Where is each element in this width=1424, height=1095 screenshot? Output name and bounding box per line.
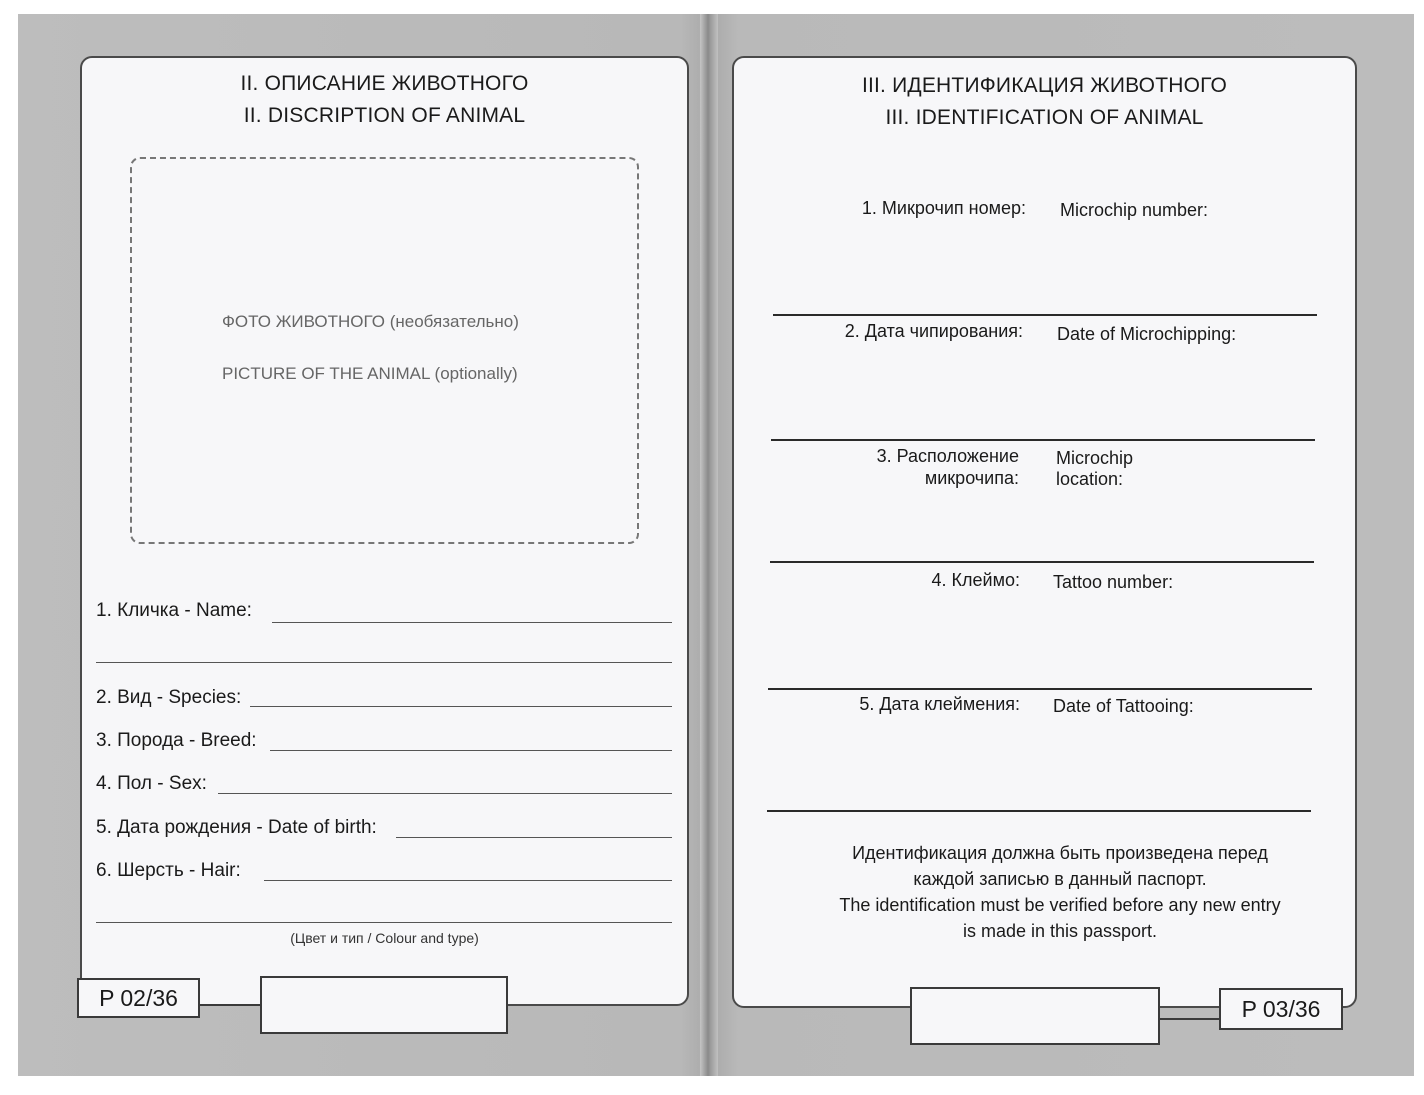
chip-date-label-en: Date of Microchipping: bbox=[1057, 324, 1237, 344]
stamp-box-right[interactable] bbox=[910, 987, 1160, 1045]
page-number-left: P 02/36 bbox=[77, 978, 200, 1018]
photo-caption-ru: ФОТО ЖИВОТНОГО (необязательно) bbox=[222, 312, 519, 331]
section-title-en: II. DISCRIPTION OF ANIMAL bbox=[243, 104, 526, 127]
field-name-label: 1. Кличка - Name: bbox=[96, 600, 252, 621]
section-title-ru: III. ИДЕНТИФИКАЦИЯ ЖИВОТНОГО bbox=[861, 74, 1228, 97]
tattoo-date-line[interactable] bbox=[767, 810, 1311, 812]
chip-date-label-ru: 2. Дата чипирования: bbox=[844, 321, 1023, 341]
chip-location-label-en-1: Microchip bbox=[1056, 448, 1134, 468]
field-hair-label: 6. Шерсть - Hair: bbox=[96, 860, 241, 881]
field-birth-label: 5. Дата рождения - Date of birth: bbox=[96, 817, 377, 838]
identification-note-ru-1: Идентификация должна быть произведена перед bbox=[852, 843, 1268, 863]
field-name-line[interactable] bbox=[272, 622, 672, 623]
field-sex-label: 4. Пол - Sex: bbox=[96, 773, 207, 794]
photo-caption-en: PICTURE OF THE ANIMAL (optionally) bbox=[222, 364, 518, 383]
microchip-number-label-ru: 1. Микрочип номер: bbox=[861, 198, 1026, 218]
field-species-line[interactable] bbox=[250, 706, 672, 707]
field-birth-line[interactable] bbox=[396, 837, 672, 838]
tattoo-number-line[interactable] bbox=[768, 688, 1312, 690]
chip-location-line[interactable] bbox=[770, 561, 1314, 563]
field-hair-line[interactable] bbox=[264, 880, 672, 881]
identification-note-en-2: is made in this passport. bbox=[962, 921, 1158, 941]
field-species-label: 2. Вид - Species: bbox=[96, 687, 242, 708]
tattoo-number-label-ru: 4. Клеймо: bbox=[931, 570, 1020, 590]
page-number-right: P 03/36 bbox=[1219, 988, 1343, 1030]
field-sex-line[interactable] bbox=[218, 793, 672, 794]
tattoo-date-label-ru: 5. Дата клеймения: bbox=[859, 694, 1020, 714]
left-connector bbox=[198, 1004, 262, 1006]
field-name-line-2[interactable] bbox=[96, 662, 672, 663]
microchip-number-line[interactable] bbox=[773, 314, 1317, 316]
identification-note-en-1: The identification must be verified before any new entry bbox=[839, 895, 1281, 915]
hair-note: (Цвет и тип / Colour and type) bbox=[290, 930, 479, 946]
field-hair-line-2[interactable] bbox=[96, 922, 672, 923]
microchip-number-label-en: Microchip number: bbox=[1060, 200, 1209, 220]
tattoo-number-label-en: Tattoo number: bbox=[1053, 572, 1174, 592]
chip-location-label-en-2: location: bbox=[1056, 469, 1124, 489]
tattoo-date-label-en: Date of Tattooing: bbox=[1053, 696, 1194, 716]
right-connector bbox=[1158, 1018, 1222, 1020]
stamp-box-left[interactable] bbox=[260, 976, 508, 1034]
chip-location-label-ru-1: 3. Расположение bbox=[876, 446, 1019, 466]
field-breed-line[interactable] bbox=[270, 750, 672, 751]
animal-photo-placeholder[interactable] bbox=[130, 157, 639, 544]
field-breed-label: 3. Порода - Breed: bbox=[96, 730, 257, 751]
section-title-ru: II. ОПИСАНИЕ ЖИВОТНОГО bbox=[240, 72, 529, 95]
book-spine bbox=[700, 14, 718, 1076]
chip-location-label-ru-2: микрочипа: bbox=[924, 468, 1019, 488]
chip-date-line[interactable] bbox=[771, 439, 1315, 441]
section-title-en: III. IDENTIFICATION OF ANIMAL bbox=[885, 106, 1204, 129]
identification-note-ru-2: каждой записью в данный паспорт. bbox=[913, 869, 1207, 889]
